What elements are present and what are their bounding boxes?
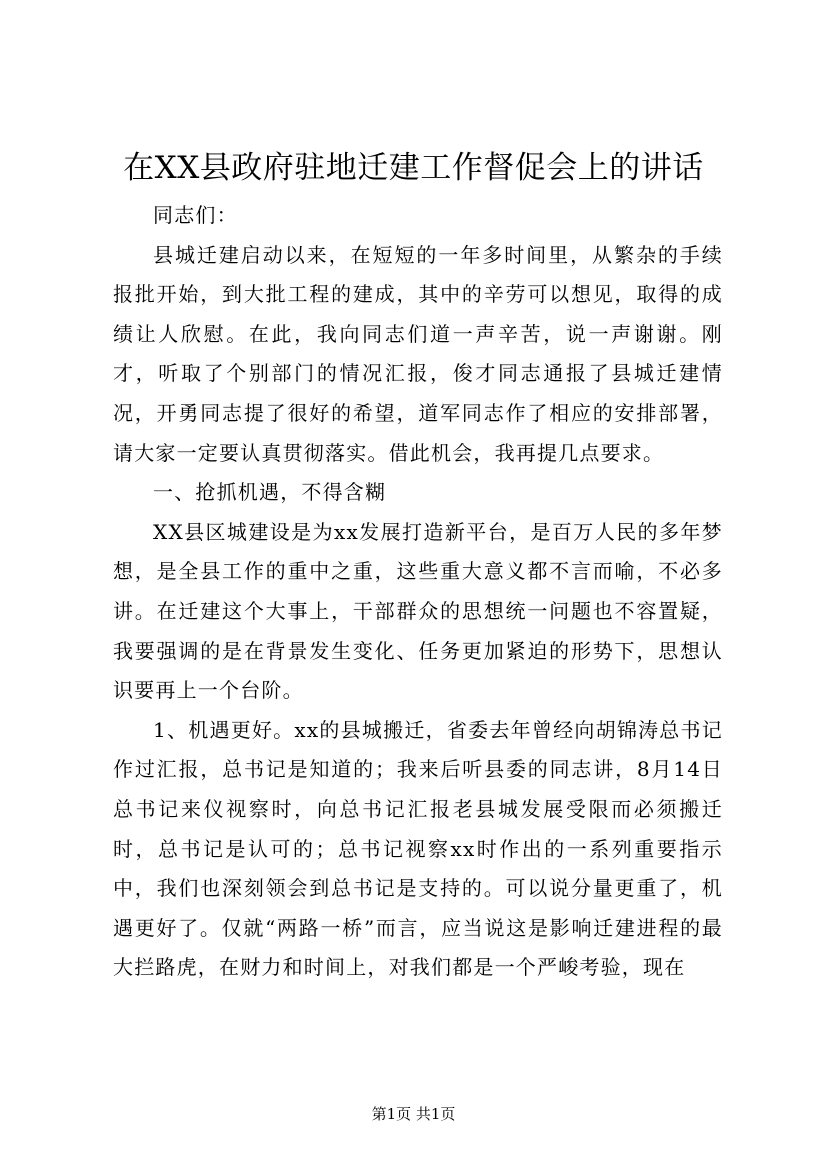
paragraph-3: 1、机遇更好。xx的县城搬迁，省委去年曾经向胡锦涛总书记作过汇报，总书记是知道的；我来后听县委的同志讲，8月14日总书记来仪视察时，向总书记汇报老县城发展受限而必须搬迁时，总书记是认可的；总书记视察xx时作出的一系列重要指示中，我们也深刻领会到总书记是支持的。可以说分量更重了，机遇更好了。仅就“两路一桥”而言，应当说这是影响迁建进程的最大拦路虎，在财力和时间上，对我们都是一个严峻考验，现在 [113,717,723,980]
page-number-footer: 第1页 共1页 [371,1105,456,1123]
document-body [113,196,723,988]
paragraph-2: XX县区城建设是为xx发展打造新平台，是百万人民的多年梦想，是全县工作的重中之重，这些重大意义都不言而喻，不必多讲。在迁建这个大事上，干部群众的思想统一问题也不容置疑，我要强调的是在背景发生变化、任务更加紧迫的形势下，思想认识要再上一个台阶。 [113,519,723,703]
section-heading-1: 一、抢抓机遇，不得含糊 [153,480,387,505]
document-title: 在XX县政府驻地迁建工作督促会上的讲话 [123,150,704,186]
greeting: 同志们： [153,203,238,227]
paragraph-1: 县城迁建启动以来，在短短的一年多时间里，从繁杂的手续报批开始，到大批工程的建成，其中的辛劳可以想见，取得的成绩让人欣慰。在此，我向同志们道一声辛苦，说一声谢谢。刚才，听取了个别部门的情况汇报，俊才同志通报了县城迁建情况，开勇同志提了很好的希望，道军同志作了相应的安排部署，请大家一定要认真贯彻落实。借此机会，我再提几点要求。 [113,242,723,465]
